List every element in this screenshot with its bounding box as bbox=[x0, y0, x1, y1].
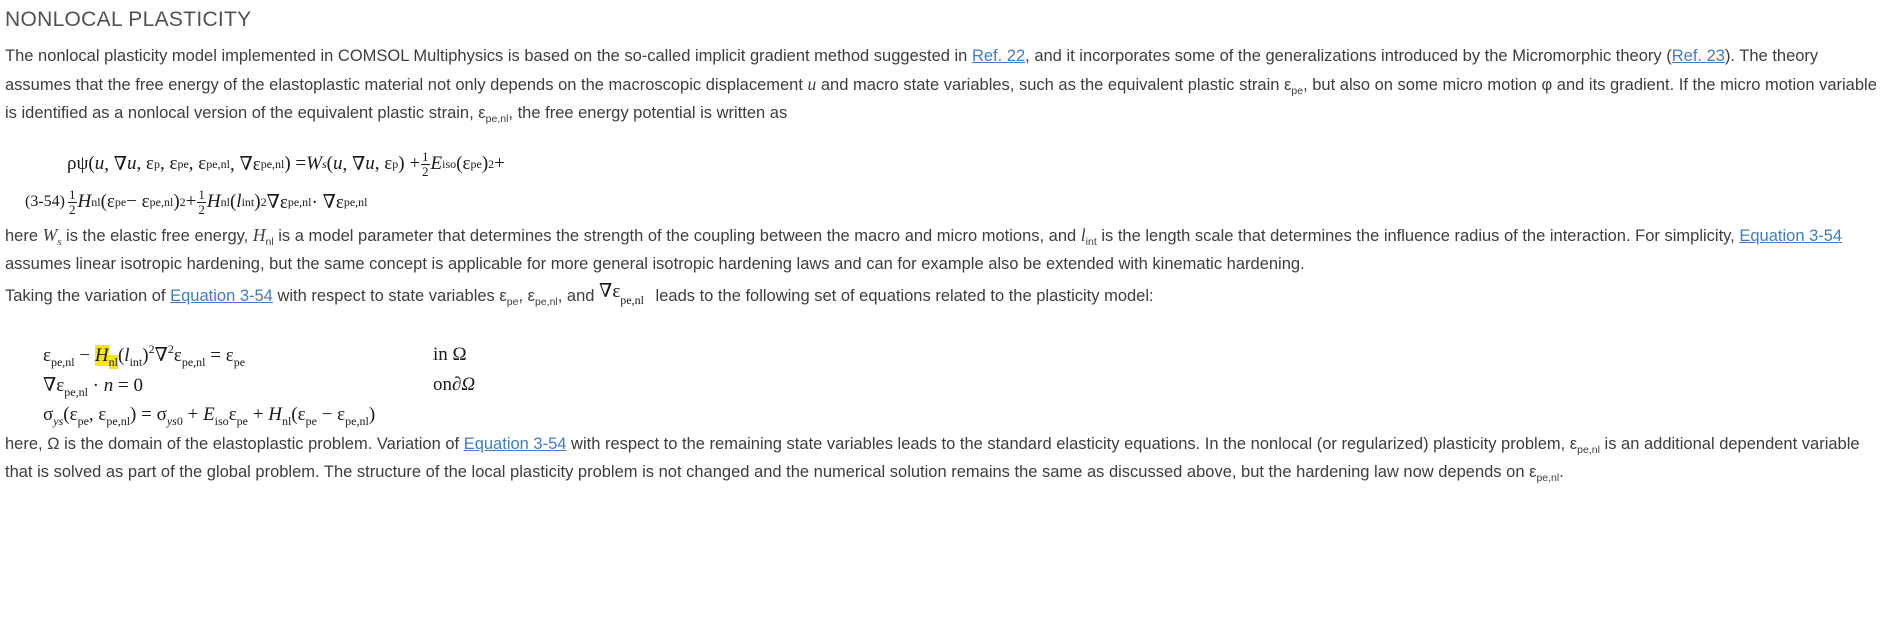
fraction-one-half: $\frac{1}{2}$ bbox=[69, 186, 76, 217]
text-run: iso bbox=[214, 414, 229, 428]
text-run: + bbox=[248, 404, 269, 425]
text-run: is an additional dependent variable that is solved as part of the global problem. The structure of the local plasticity problem is not changed and the numerical solution remains the same as discussed above, but the hardening law now depends on ε bbox=[5, 435, 1860, 481]
text-run: , and bbox=[557, 287, 600, 305]
text-run: 2 bbox=[167, 341, 174, 356]
text-run: H bbox=[252, 225, 266, 245]
text-run: . bbox=[1559, 463, 1564, 481]
text-run: pe,nl bbox=[181, 354, 206, 369]
text-run: ∇ bbox=[154, 344, 168, 366]
text-run: , ε bbox=[188, 153, 207, 174]
text-run: pe,nl bbox=[64, 384, 88, 399]
domain-condition bbox=[433, 340, 467, 370]
equation-expression bbox=[43, 341, 246, 369]
text-run: l bbox=[1080, 225, 1086, 245]
text-run: is the elastic free energy, bbox=[61, 227, 253, 245]
ref-23-link[interactable]: Ref. 23 bbox=[1671, 47, 1725, 65]
text-run: , but also on some micro motion φ and its gradient. If the micro motion variable is identified as a nonlocal version of the equivalent plastic strain, ε bbox=[5, 76, 1877, 122]
text-run: − ε bbox=[316, 404, 346, 425]
text-run: ) + bbox=[398, 153, 421, 174]
text-run: ) bbox=[368, 404, 376, 425]
text-run: W bbox=[306, 153, 322, 174]
text-run: with respect to state variables ε bbox=[272, 287, 507, 305]
text-run: ∇ε bbox=[266, 191, 288, 213]
text-run: s bbox=[57, 236, 62, 248]
text-run: assumes linear isotropic hardening, but the same concept is applicable for more general isotropic hardening laws and can for example also be extended with kinematic hardening. bbox=[5, 255, 1305, 273]
text-run: ) bbox=[142, 344, 149, 366]
text-run: pe,nl bbox=[534, 296, 558, 308]
text-run: , the free energy potential is written as bbox=[508, 104, 788, 122]
highlighted-term: H bbox=[94, 344, 109, 366]
text-run: ) bbox=[481, 153, 489, 174]
text-run: ε bbox=[173, 344, 182, 366]
text-run: ) bbox=[254, 191, 261, 212]
text-run: W bbox=[42, 225, 58, 245]
text-run: ) = σ bbox=[130, 404, 167, 425]
equation-3-54-line-1: ρψ( u , ∇ u , ε p , ε pe , ε pe,nl , ∇ε pe,nl ) = W s ( u , ∇ u , ε p ) + $\frac{1}{2}$ E iso (ε pe ) 2 + bbox=[67, 148, 505, 179]
text-run: , ∇ bbox=[104, 153, 127, 175]
text-run: , ε bbox=[159, 153, 178, 174]
text-run: in Ω bbox=[433, 344, 467, 365]
text-run: l bbox=[236, 191, 242, 212]
text-run: , ε bbox=[136, 153, 154, 174]
paragraph-definitions bbox=[5, 221, 1884, 278]
text-run: (ε bbox=[291, 404, 306, 425]
boundary-condition bbox=[433, 370, 475, 400]
plasticity-equation-system bbox=[43, 340, 1884, 430]
text-run: ∇ε bbox=[599, 281, 621, 302]
text-run: 0 bbox=[176, 414, 183, 428]
fraction-one-half: $\frac{1}{2}$ bbox=[422, 148, 429, 179]
text-run: ε bbox=[43, 344, 51, 366]
text-run: (ε bbox=[63, 404, 78, 425]
text-run: = ε bbox=[205, 344, 234, 366]
text-run: − bbox=[74, 344, 95, 366]
text-run: leads to the following set of equations related to the plasticity model: bbox=[650, 287, 1154, 305]
text-run: ( bbox=[117, 344, 125, 366]
text-run: The nonlocal plasticity model implemented in COMSOL Multiphysics is based on the so-called implicit gradient method suggested in bbox=[5, 47, 972, 65]
text-run: ) bbox=[173, 191, 180, 212]
text-run: = 0 bbox=[113, 374, 143, 396]
text-run: ). The theory assumes that the free energy of the elastoplastic material not only depends on the macroscopic displacement bbox=[5, 47, 1819, 94]
equation-3-54-link[interactable]: Equation 3-54 bbox=[463, 435, 567, 453]
text-run: pe,nl bbox=[1536, 472, 1560, 484]
text-run: pe,nl bbox=[1577, 444, 1600, 456]
text-run: , ∇ bbox=[342, 153, 366, 175]
text-run: ys bbox=[53, 414, 64, 428]
text-run: u bbox=[94, 153, 105, 174]
equation-3-54-link[interactable]: Equation 3-54 bbox=[1739, 227, 1843, 245]
paragraph-intro bbox=[5, 42, 1884, 127]
equation-3-54-line-2: $\frac{1}{2}$ H nl (ε pe − ε pe,nl ) 2 + $\frac{1}{2}$ H nl ( l int ) 2 ∇ε pe,nl · ∇ε pe,nl bbox=[69, 186, 368, 217]
text-run: pe,nl bbox=[485, 113, 509, 125]
text-run: ( bbox=[229, 191, 237, 212]
text-run: ρψ( bbox=[67, 153, 95, 174]
text-run: nl bbox=[265, 236, 274, 248]
text-run: u bbox=[365, 153, 375, 174]
text-run: int bbox=[129, 354, 143, 369]
text-run: pe,nl bbox=[50, 354, 75, 369]
text-run: + bbox=[182, 404, 204, 425]
text-run: on bbox=[433, 374, 452, 395]
text-run: ( bbox=[326, 153, 333, 174]
text-run: ∂Ω bbox=[452, 374, 476, 395]
page-title: NONLOCAL PLASTICITY bbox=[5, 8, 252, 31]
text-run: E bbox=[203, 404, 215, 425]
text-run: , ε bbox=[518, 287, 535, 305]
equation-row bbox=[43, 370, 1884, 400]
text-run: ∇ε bbox=[43, 374, 65, 396]
text-run: H bbox=[77, 191, 92, 212]
equation-3-54-link[interactable]: Equation 3-54 bbox=[170, 287, 273, 305]
text-run: ) = bbox=[284, 153, 307, 174]
text-run: ys bbox=[166, 414, 177, 428]
text-run: and macro state variables, such as the equivalent plastic strain ε bbox=[816, 76, 1292, 94]
text-run: + bbox=[185, 191, 197, 212]
highlighted-term-sub: nl bbox=[108, 354, 118, 369]
text-run: here, Ω is the domain of the elastoplastic problem. Variation of bbox=[5, 435, 464, 453]
equation-3-54 bbox=[25, 145, 1884, 221]
text-run: nl bbox=[281, 414, 292, 428]
text-run: H bbox=[268, 404, 282, 425]
equation-label: (3-54) bbox=[25, 193, 65, 210]
text-run: · ∇ε bbox=[311, 191, 344, 213]
text-run: here bbox=[5, 227, 43, 245]
text-run: E bbox=[430, 153, 443, 174]
text-run: n bbox=[103, 374, 114, 396]
text-run: , ∇ε bbox=[229, 153, 261, 175]
text-run: , ε bbox=[88, 404, 107, 425]
text-run: u bbox=[332, 153, 343, 174]
equation-expression bbox=[43, 404, 375, 426]
equation-row bbox=[43, 340, 1884, 370]
text-run: is a model parameter that determines the strength of the coupling between the macro and micro motions, and bbox=[273, 227, 1081, 245]
text-run: pe bbox=[1291, 85, 1304, 97]
text-run: (ε bbox=[100, 191, 115, 212]
text-run: , ε bbox=[374, 153, 393, 174]
text-run: ε bbox=[228, 404, 237, 425]
text-run: , and it incorporates some of the generalizations introduced by the Micromorphic theory ( bbox=[1025, 47, 1672, 65]
text-run: u bbox=[807, 74, 817, 94]
paragraph-closing bbox=[5, 430, 1884, 486]
text-run: · bbox=[87, 374, 104, 396]
text-run: (ε bbox=[456, 153, 471, 174]
text-run: Taking the variation of bbox=[5, 287, 171, 305]
text-run: pe,nl bbox=[620, 293, 644, 307]
text-run: pe,nl bbox=[345, 414, 369, 428]
text-run: pe bbox=[77, 414, 89, 428]
text-run: u bbox=[126, 153, 137, 174]
text-run: pe,nl bbox=[106, 414, 131, 428]
paragraph-variation bbox=[5, 278, 1884, 310]
text-run: is the length scale that determines the influence radius of the interaction. For simplicity, bbox=[1096, 227, 1740, 245]
text-run: pe bbox=[236, 414, 248, 428]
fraction-one-half: $\frac{1}{2}$ bbox=[198, 186, 205, 217]
text-run: H bbox=[206, 191, 221, 212]
text-run: l bbox=[124, 344, 130, 366]
equation-expression bbox=[43, 374, 143, 397]
text-run: pe bbox=[506, 296, 519, 308]
text-run: 2 bbox=[148, 341, 155, 356]
ref-22-link[interactable]: Ref. 22 bbox=[971, 47, 1026, 65]
equation-row bbox=[43, 400, 1884, 430]
text-run: with respect to the remaining state variables leads to the standard elasticity equations. In the nonlocal (or regularized) plasticity problem, ε bbox=[566, 435, 1578, 453]
text-run: pe bbox=[305, 414, 317, 428]
text-run: int bbox=[1085, 236, 1097, 248]
text-run: − ε bbox=[126, 191, 150, 212]
text-run: σ bbox=[43, 404, 54, 425]
text-run: pe bbox=[233, 354, 246, 369]
text-run: + bbox=[494, 153, 505, 174]
